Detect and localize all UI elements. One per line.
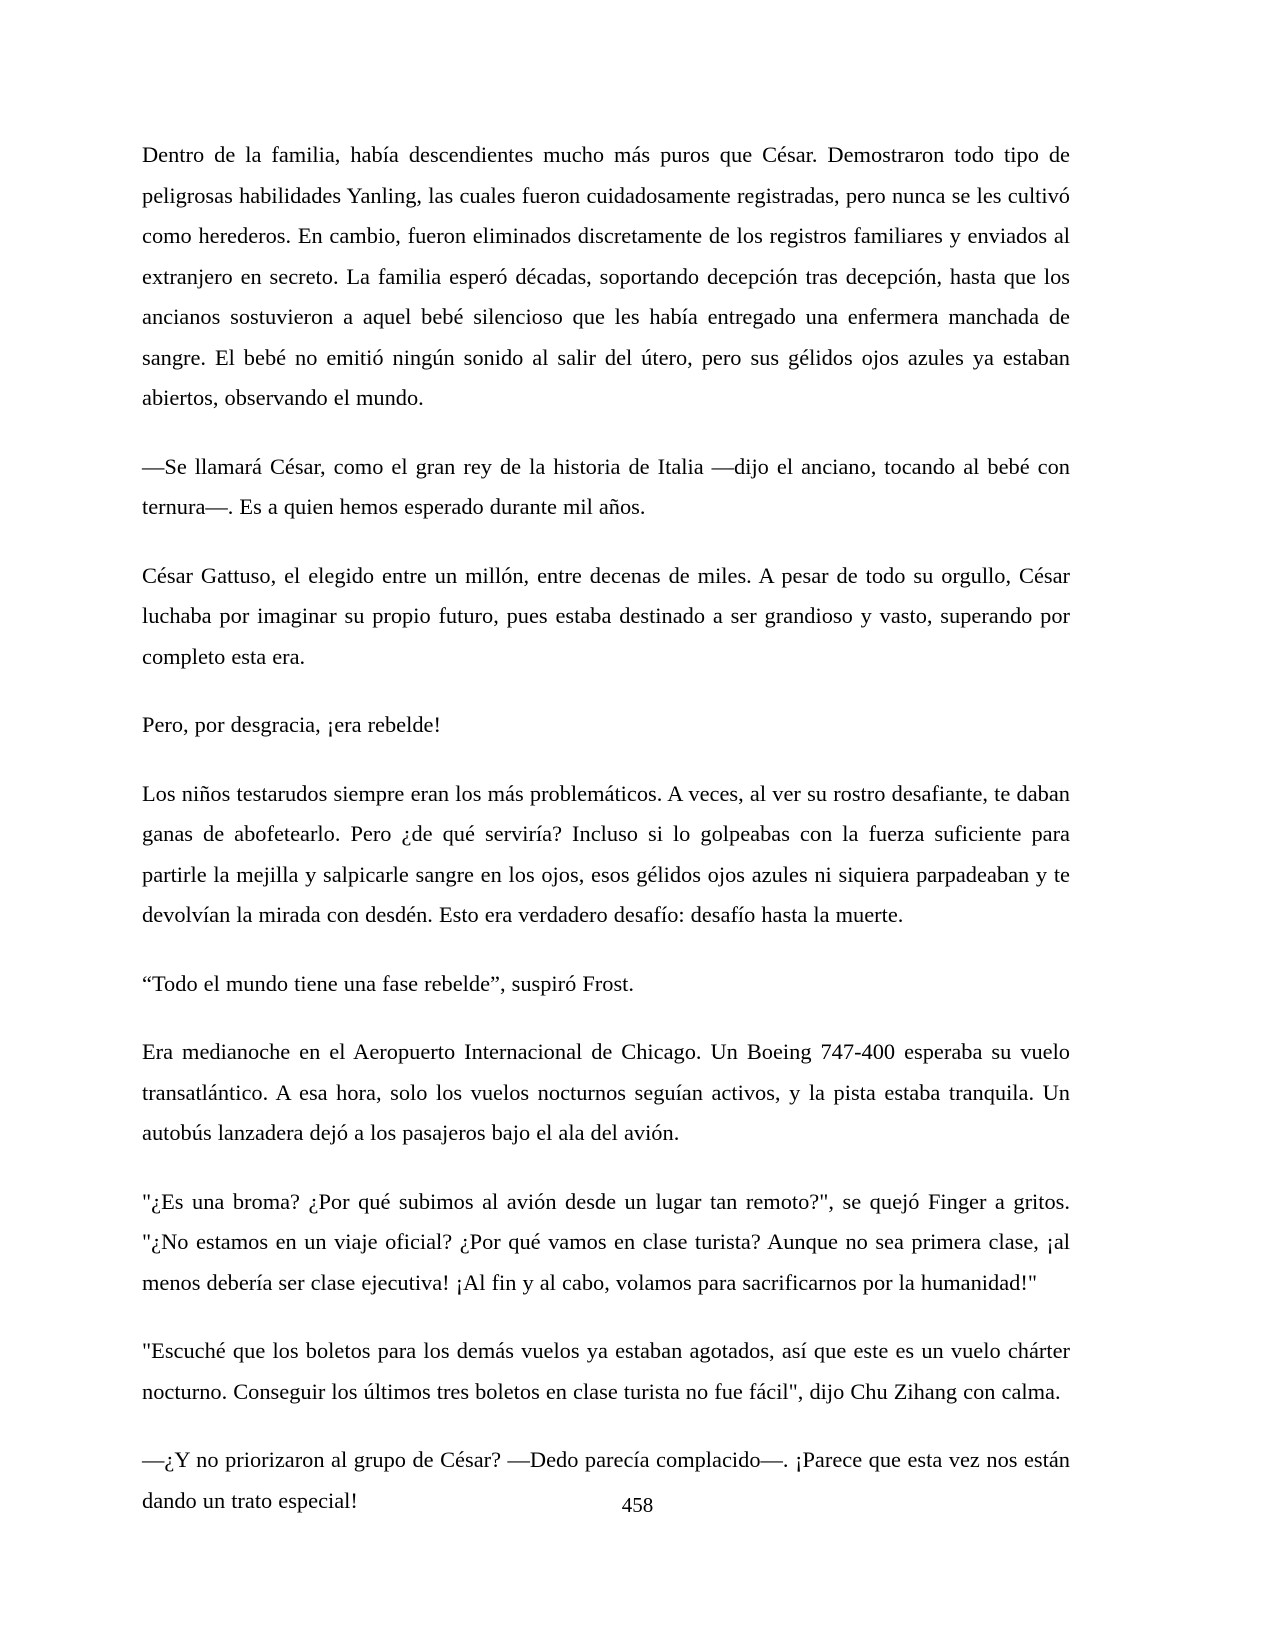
paragraph: Pero, por desgracia, ¡era rebelde! (142, 712, 441, 737)
paragraph: —Se llamará César, como el gran rey de la historia de Italia —dijo el anciano, tocando al bebé con ternura—. Es a quien hemos esperado durante mil años. (142, 453, 1070, 519)
page-body-text (142, 135, 1070, 1521)
paragraph: —¿Y no priorizaron al grupo de César? —Dedo parecía complacido—. ¡Parece que esta vez nos están dando un trato especial! (142, 1447, 1070, 1513)
paragraph: Dentro de la familia, había descendientes mucho más puros que César. Demostraron todo tipo de peligrosas habilidades Yanling, las cuales fueron cuidadosamente registradas, pero nunca se les cultivó como herederos. En cambio, fueron eliminados discretamente de los registros familiares y enviados al extranjero en secreto. La familia esperó décadas, soportando decepción tras decepción, hasta que los ancianos sostuvieron a aquel bebé silencioso que les había entregado una enfermera manchada de sangre. El bebé no emitió ningún sonido al salir del útero, pero sus gélidos ojos azules ya estaban abiertos, observando el mundo. (142, 142, 1070, 410)
paragraph: César Gattuso, el elegido entre un millón, entre decenas de miles. A pesar de todo su orgullo, César luchaba por imaginar su propio futuro, pues estaba destinado a ser grandioso y vasto, superando por completo esta era. (142, 562, 1070, 669)
paragraph: Era medianoche en el Aeropuerto Internacional de Chicago. Un Boeing 747-400 esperaba su vuelo transatlántico. A esa hora, solo los vuelos nocturnos seguían activos, y la pista estaba tranquila. Un autobús lanzadera dejó a los pasajeros bajo el ala del avión. (142, 1039, 1070, 1145)
page-number: 458 (621, 1493, 654, 1517)
paragraph: “Todo el mundo tiene una fase rebelde”, suspiró Frost. (142, 970, 634, 996)
paragraph: "Escuché que los boletos para los demás vuelos ya estaban agotados, así que este es un vuelo chárter nocturno. Conseguir los últimos tres boletos en clase turista no fue fácil", dijo Chu Zihang con calma. (142, 1338, 1070, 1404)
paragraph: "¿Es una broma? ¿Por qué subimos al avión desde un lugar tan remoto?", se quejó Finger a gritos. "¿No estamos en un viaje oficial? ¿Por qué vamos en clase turista? Aunque no sea primera clase, ¡al menos debería ser clase ejecutiva! ¡Al fin y al cabo, volamos para sacrificarnos por la humanidad!" (142, 1188, 1070, 1295)
paragraph: Los niños testarudos siempre eran los más problemáticos. A veces, al ver su rostro desafiante, te daban ganas de abofetearlo. Pero ¿de qué serviría? Incluso si lo golpeabas con la fuerza suficiente para partirle la mejilla y salpicarle sangre en los ojos, esos gélidos ojos azules ni siquiera parpadeaban y te devolvían la mirada con desdén. Esto era verdadero desafío: desafío hasta la muerte. (142, 780, 1070, 927)
